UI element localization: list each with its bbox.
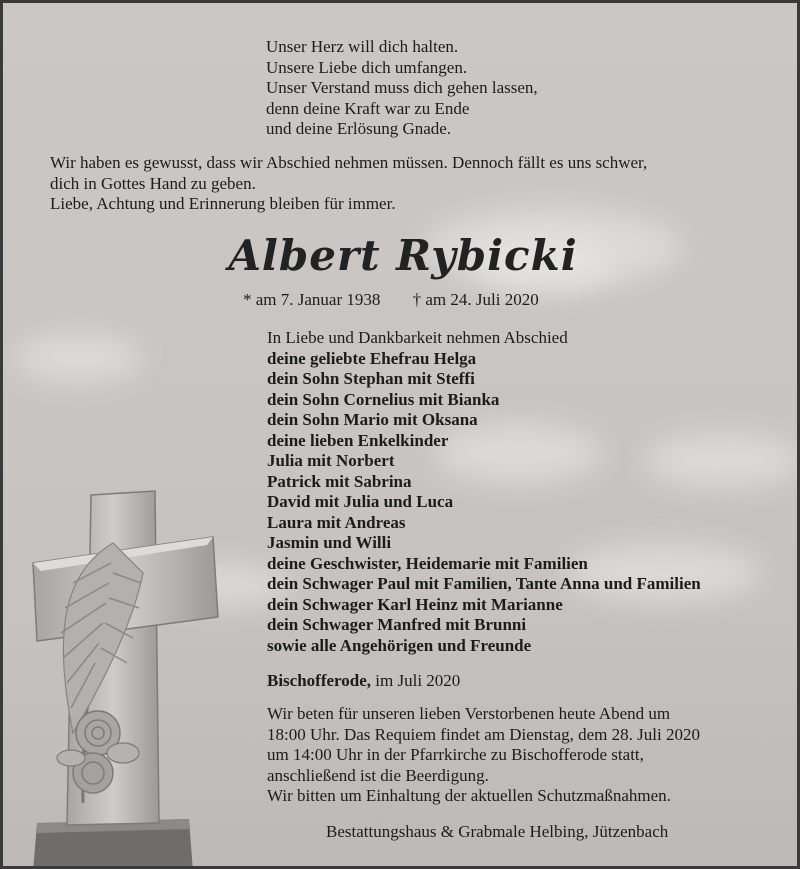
intro-text [50, 153, 647, 215]
poem-line: Unser Verstand muss dich gehen lassen, [266, 78, 538, 97]
service-line: Wir bitten um Einhaltung der aktuellen Schutzmaßnahmen. [267, 786, 671, 805]
mourner: Laura mit Andreas [267, 512, 406, 532]
service-info [267, 704, 700, 807]
mourner: dein Sohn Cornelius mit Bianka [267, 389, 500, 409]
poem [266, 37, 538, 140]
mourner: deine lieben Enkelkinder [267, 430, 449, 450]
mourner: sowie alle Angehörigen und Freunde [267, 635, 532, 655]
intro-line: Liebe, Achtung und Erinnerung bleiben für immer. [50, 194, 396, 213]
mourner: dein Schwager Karl Heinz mit Marianne [267, 594, 563, 614]
mourners-lead: In Liebe und Dankbarkeit nehmen Abschied [267, 328, 568, 347]
undertaker: Bestattungshaus & Grabmale Helbing, Jützenbach [326, 822, 669, 841]
poem-line: Unsere Liebe dich umfangen. [266, 57, 468, 77]
mourner: Patrick mit Sabrina [267, 471, 412, 491]
place-date: im Juli 2020 [375, 671, 461, 690]
death-date: † am 24. Juli 2020 [412, 290, 539, 309]
mourner: David mit Julia und Luca [267, 492, 454, 511]
intro-line: Wir haben es gewusst, dass wir Abschied nehmen müssen. Dennoch fällt es uns schwer, [50, 153, 648, 172]
life-dates [243, 290, 567, 310]
mourner: deine geliebte Ehefrau Helga [267, 348, 477, 368]
intro-line: dich in Gottes Hand zu geben. [50, 173, 256, 193]
poem-line: denn deine Kraft war zu Ende [266, 98, 470, 118]
poem-line: Unser Herz will dich halten. [266, 37, 459, 56]
mourner: Jasmin und Willi [267, 533, 392, 552]
service-line: um 14:00 Uhr in der Pfarrkirche zu Bischofferode statt, [267, 745, 644, 764]
mourners-list [267, 328, 701, 656]
cloud [13, 333, 143, 383]
mourner: dein Sohn Mario mit Oksana [267, 410, 478, 429]
service-line: Wir beten für unseren lieben Verstorbenen heute Abend um [267, 704, 671, 723]
birth-date: * am 7. Januar 1938 [243, 290, 381, 309]
mourner: deine Geschwister, Heidemarie mit Familien [267, 553, 588, 573]
mourner: dein Schwager Paul mit Familien, Tante Anna und Familien [267, 574, 701, 593]
service-line: anschließend ist die Beerdigung. [267, 765, 489, 785]
deceased-name: Albert Rybicki [228, 231, 578, 280]
mourner: dein Sohn Stephan mit Steffi [267, 369, 475, 388]
place-and-date [267, 671, 460, 692]
mourner: Julia mit Norbert [267, 451, 395, 470]
poem-line: und deine Erlösung Gnade. [266, 119, 452, 138]
stone-cross-image [3, 483, 243, 869]
place-town: Bischofferode, [267, 671, 372, 690]
service-line: 18:00 Uhr. Das Requiem findet am Dienstag, dem 28. Juli 2020 [267, 724, 700, 744]
mourner: dein Schwager Manfred mit Brunni [267, 615, 527, 634]
